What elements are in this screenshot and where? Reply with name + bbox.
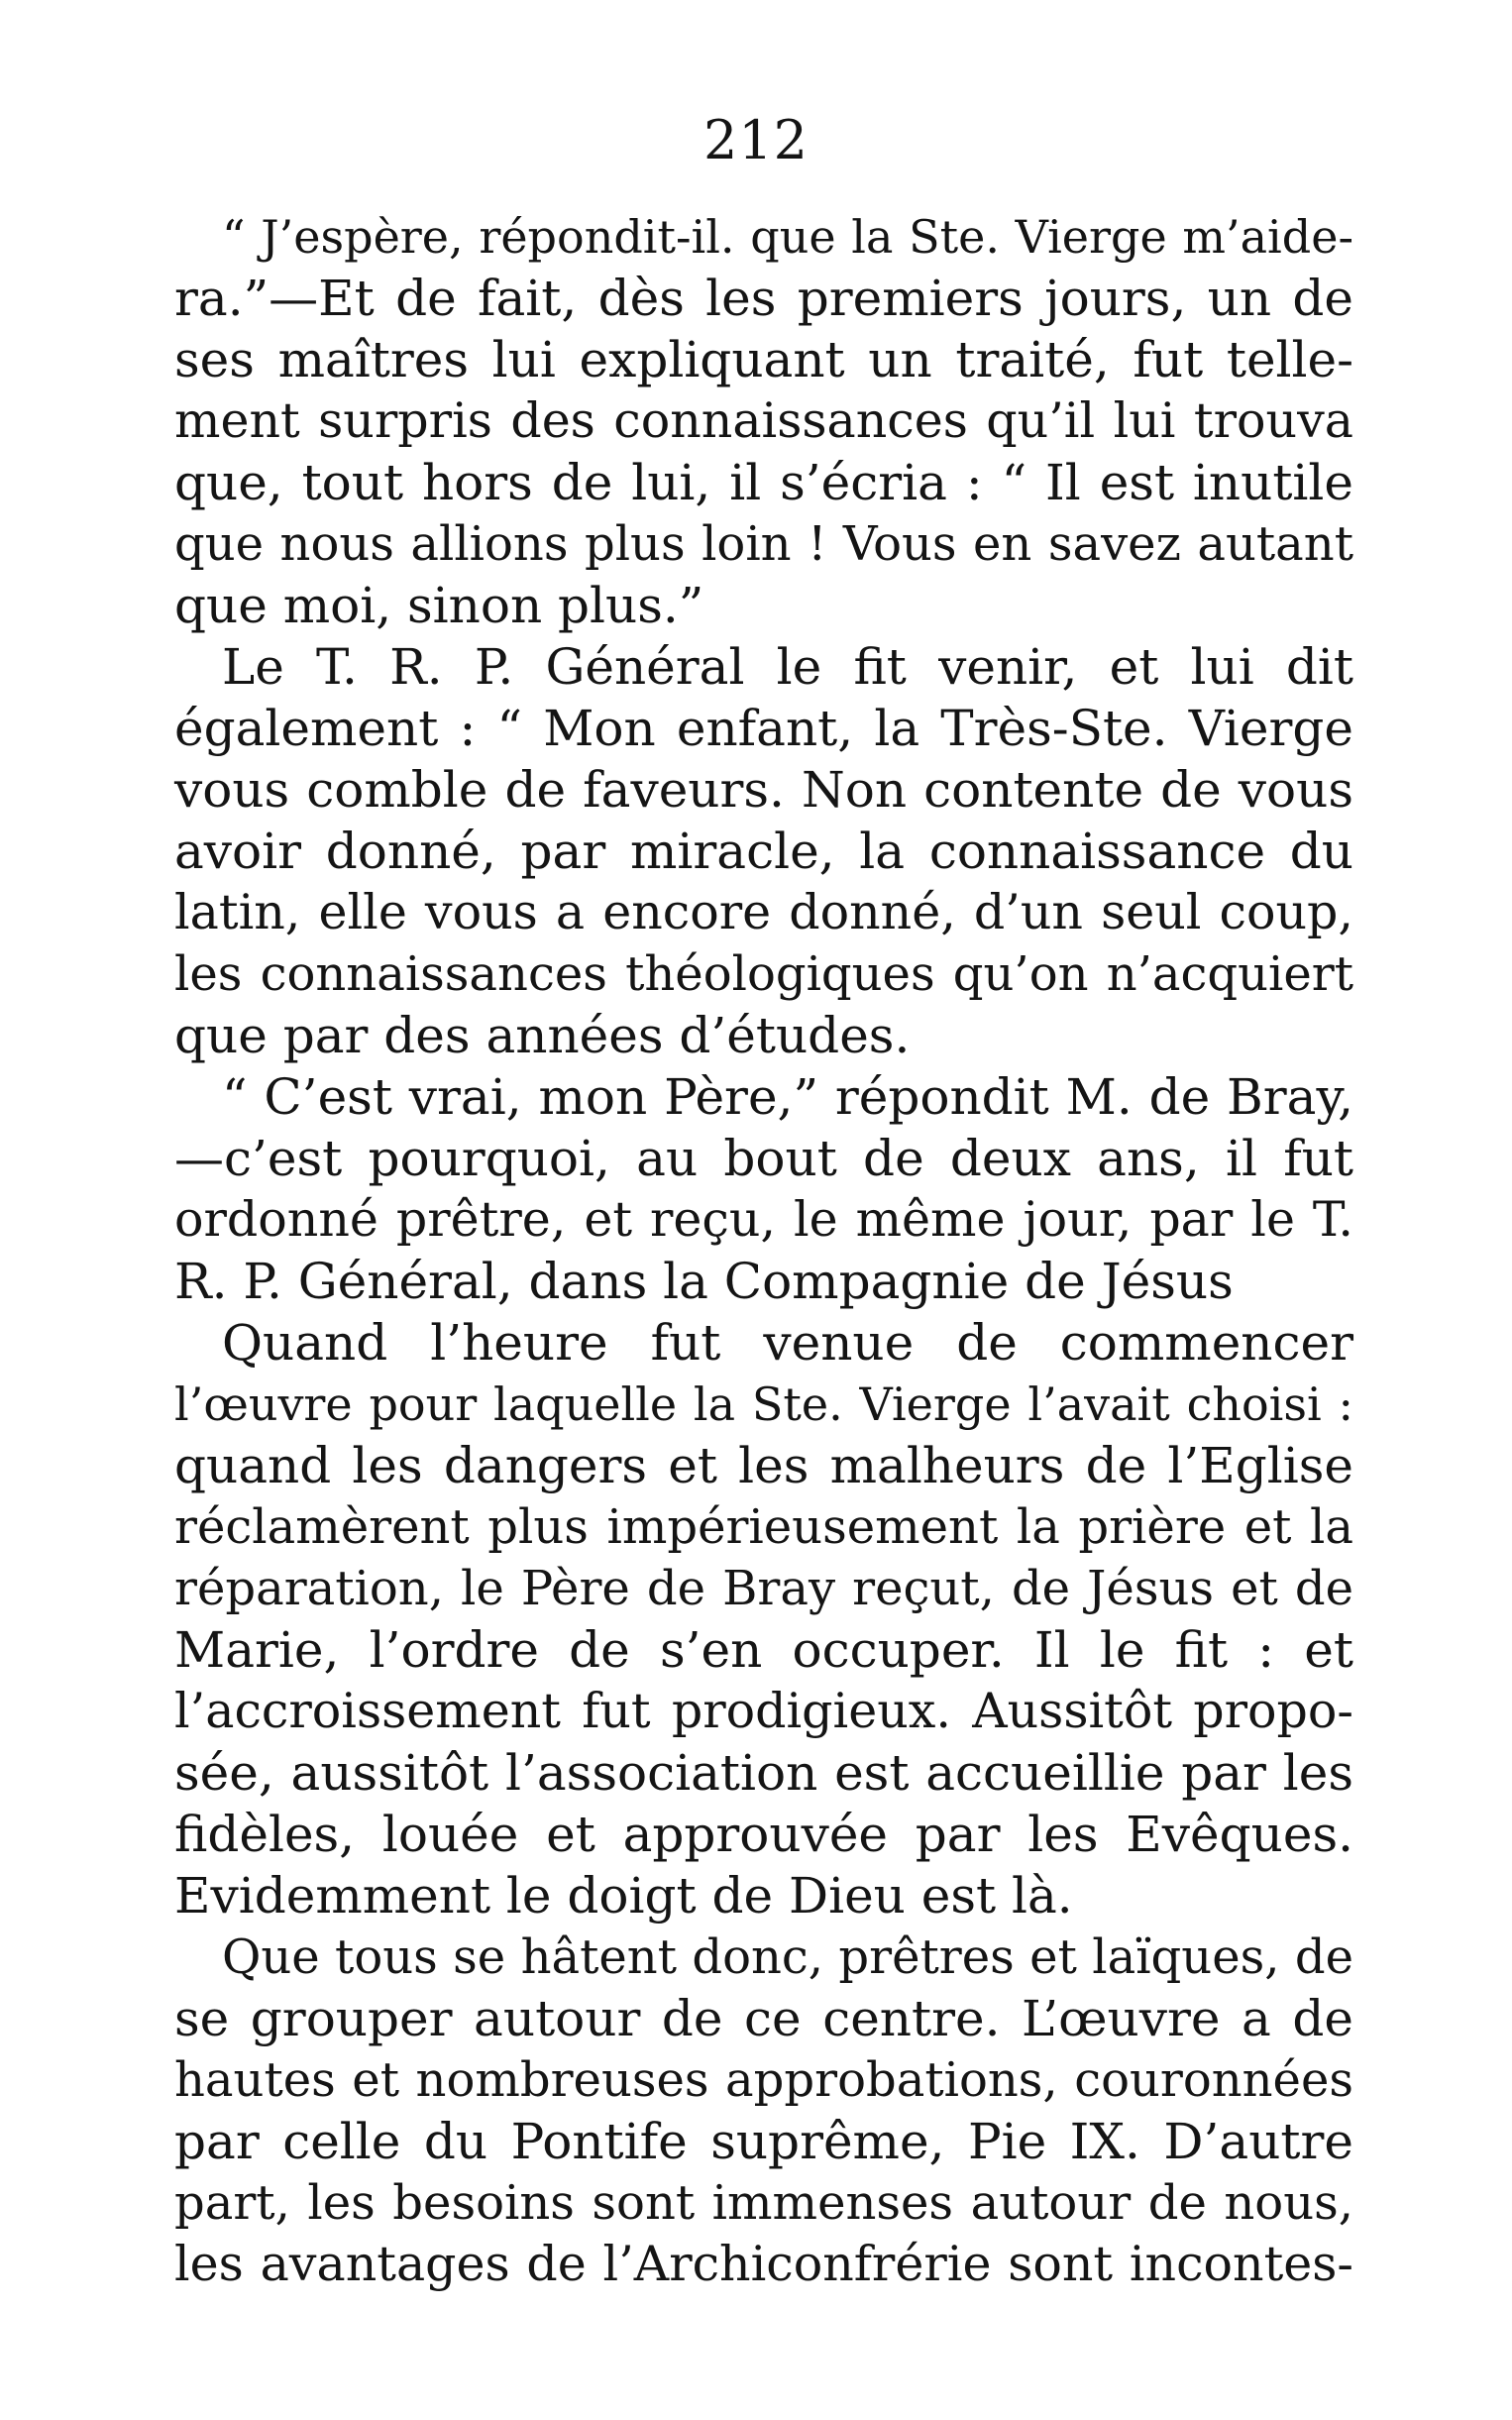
text-line: l’accroissement fut prodigieux. Aussitôt propo- xyxy=(174,1683,1353,1739)
text-line: ses maîtres lui expliquant un traité, fut telle- xyxy=(174,331,1353,388)
page-number: 212 xyxy=(702,109,810,171)
text-line: hautes et nombreuses approbations, couronnées xyxy=(174,2052,1353,2108)
text-line: Le T. R. P. Général le fit venir, et lui dit xyxy=(222,638,1353,696)
text-line: se grouper autour de ce centre. L’œuvre a de xyxy=(174,1990,1353,2047)
text-line: que moi, sinon plus.” xyxy=(174,577,704,634)
text-line: part, les besoins sont immenses autour de nous, xyxy=(174,2175,1353,2231)
text-line: “ J’espère, répondit-il. que la Ste. Vierge m’aide- xyxy=(222,210,1353,264)
body-text xyxy=(174,206,1353,2295)
text-line: fidèles, louée et approuvée par les Evêques. xyxy=(174,1806,1353,1863)
text-line: “ C’est vrai, mon Père,” répondit M. de Bray, xyxy=(222,1068,1353,1126)
text-line: également : “ Mon enfant, la Très-Ste. Vierge xyxy=(174,700,1353,757)
text-line: ordonné prêtre, et reçu, le même jour, par le T. xyxy=(174,1191,1353,1248)
text-line: Evidemment le doigt de Dieu est là. xyxy=(174,1867,1073,1925)
text-line: l’œuvre pour laquelle la Ste. Vierge l’avait choisi : xyxy=(174,1377,1353,1431)
text-line: avoir donné, par miracle, la connaissance du xyxy=(174,823,1353,880)
text-line: vous comble de faveurs. Non contente de vous xyxy=(174,761,1353,819)
text-line: par celle du Pontife suprême, Pie IX. D’autre xyxy=(174,2113,1353,2170)
text-line: —c’est pourquoi, au bout de deux ans, il fut xyxy=(174,1130,1353,1187)
text-line: R. P. Général, dans la Compagnie de Jésus xyxy=(174,1253,1234,1310)
text-line: ra.”—Et de fait, dès les premiers jours, un de xyxy=(174,270,1353,327)
text-line: quand les dangers et les malheurs de l’Eglise xyxy=(174,1437,1353,1494)
text-line: latin, elle vous a encore donné, d’un seul coup, xyxy=(174,884,1353,940)
text-line: ment surpris des connaissances qu’il lui trouva xyxy=(174,392,1353,449)
text-line: Que tous se hâtent donc, prêtres et laïques, de xyxy=(222,1929,1353,1985)
text-line: Marie, l’ordre de s’en occuper. Il le fit : et xyxy=(174,1621,1353,1679)
text-line: les avantages de l’Archiconfrérie sont incontes- xyxy=(174,2236,1353,2292)
text-line: que, tout hors de lui, il s’écria : “ Il est inutile xyxy=(174,454,1353,511)
text-line: Quand l’heure fut venue de commencer xyxy=(222,1314,1353,1372)
text-line: les connaissances théologiques qu’on n’acquiert xyxy=(174,946,1353,1002)
text-line: réclamèrent plus impérieusement la prière et la xyxy=(174,1499,1353,1555)
text-line: sée, aussitôt l’association est accueillie par les xyxy=(174,1744,1353,1802)
text-line: réparation, le Père de Bray reçut, de Jésus et de xyxy=(174,1561,1353,1616)
text-line: que par des années d’études. xyxy=(174,1007,911,1064)
text-line: que nous allions plus loin ! Vous en savez autant xyxy=(174,516,1353,572)
